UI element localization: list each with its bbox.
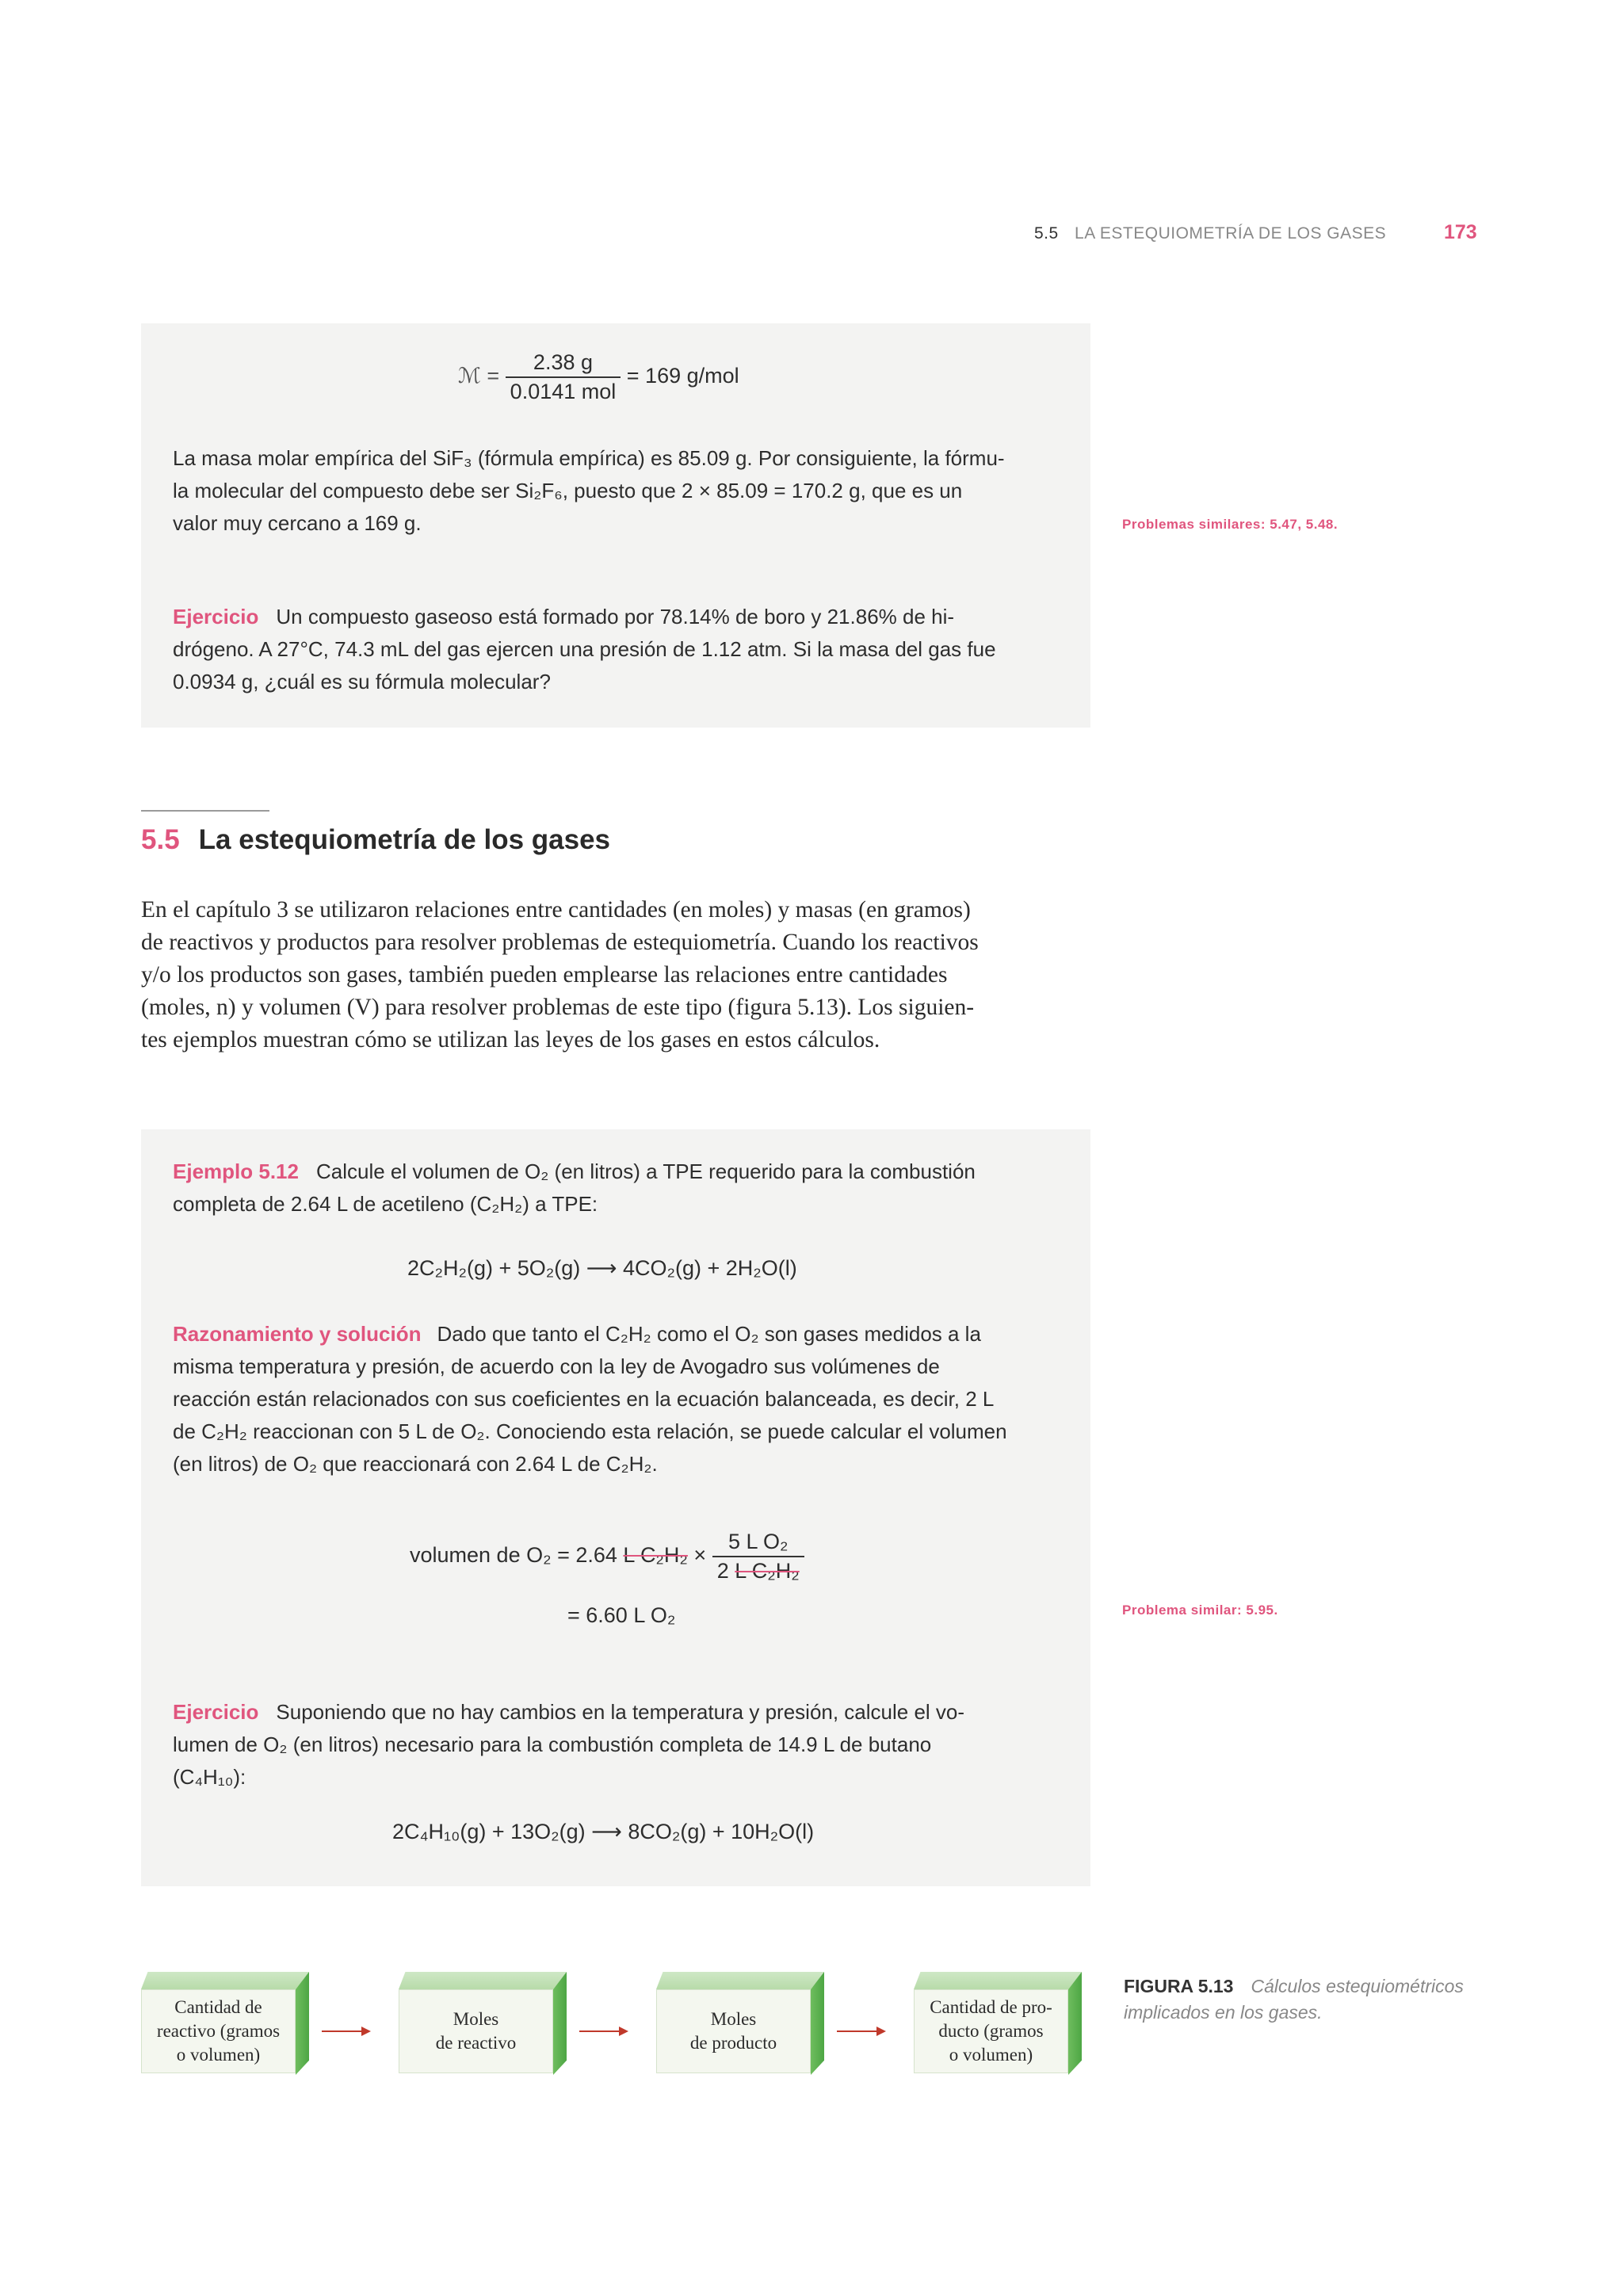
- arrow-right-icon: [837, 2030, 884, 2032]
- empirical-mass-line: la molecular del compuesto debe ser Si₂F₆, puesto que 2 × 85.09 = 170.2 g, que es un: [173, 479, 963, 502]
- box-reactant-quantity: [141, 1972, 309, 2073]
- empirical-mass-line: valor muy cercano a 169 g.: [173, 511, 422, 535]
- intro-line: de reactivos y productos para resolver problemas de estequiometría. Cuando los reactivos: [141, 930, 979, 955]
- figure-caption: [1124, 1973, 1465, 2026]
- box-product-quantity: [914, 1972, 1082, 2073]
- box-label-line: reactivo (gramos: [156, 2021, 281, 2041]
- box-label: [399, 1989, 553, 2073]
- top-exercise-label: Ejercicio: [173, 605, 259, 628]
- box-side-face: [1068, 1972, 1082, 2075]
- empirical-mass-paragraph: [173, 442, 1056, 540]
- intro-line: (moles, n) y volumen (V) para resolver problemas de este tipo (figura 5.13). Los siguien-: [141, 995, 975, 1020]
- box-label-line: ducto (gramos: [938, 2021, 1044, 2041]
- box-top-face: [914, 1972, 1082, 1989]
- reasoning-line: reacción están relacionados con sus coeficientes en la ecuación balanceada, es decir, 2 L: [173, 1387, 995, 1411]
- running-header: [1034, 224, 1486, 243]
- intro-line: y/o los productos son gases, también pueden emplearse las relaciones entre cantidades: [141, 962, 948, 988]
- reasoning-text: Dado que tanto el C₂H₂ como el O₂ son gases medidos a la: [437, 1322, 981, 1346]
- box-label: [656, 1989, 811, 2073]
- molar-mass-equation: [458, 350, 739, 404]
- similar-problems-note: Problemas similares: 5.47, 5.48.: [1122, 517, 1338, 532]
- section-title: La estequiometría de los gases: [198, 824, 611, 855]
- box-label-line: Moles: [710, 2009, 757, 2029]
- exercise-line: (C₄H₁₀):: [173, 1765, 246, 1789]
- top-exercise-line: drógeno. A 27°C, 74.3 mL del gas ejercen una presión de 1.12 atm. Si la masa del gas fue: [173, 637, 996, 661]
- page-number: 173: [1444, 221, 1477, 243]
- box-reactant-moles: [399, 1972, 567, 2073]
- calc-denominator-units: L C₂H₂: [735, 1559, 800, 1583]
- section-intro: [141, 894, 1090, 1056]
- stoichiometry-flow-diagram: [141, 1972, 1108, 2083]
- volume-calculation: [410, 1530, 804, 1584]
- molar-mass-lhs: ℳ =: [458, 364, 500, 388]
- box-top-face: [399, 1972, 567, 1989]
- molar-mass-numerator: 2.38 g: [506, 350, 621, 378]
- exercise-label: Ejercicio: [173, 1700, 259, 1724]
- box-top-face: [141, 1972, 309, 1989]
- box-label: [914, 1989, 1068, 2073]
- molar-mass-fraction: [506, 350, 621, 404]
- box-label-line: Cantidad de: [174, 1997, 262, 2017]
- reasoning-line: [173, 1318, 1056, 1350]
- calc-result: = 6.60 L O₂: [567, 1603, 676, 1627]
- exercise-line: lumen de O₂ (en litros) necesario para la combustión completa de 14.9 L de butano: [173, 1733, 932, 1756]
- calc-cancelled-units: L C₂H₂: [623, 1543, 688, 1568]
- box-product-moles: [656, 1972, 824, 2073]
- box-side-face: [811, 1972, 824, 2075]
- example-statement-line: completa de 2.64 L de acetileno (C₂H₂) a TPE:: [173, 1192, 598, 1216]
- box-label-line: de reactivo: [435, 2033, 517, 2053]
- similar-problem-note: Problema similar: 5.95.: [1122, 1603, 1278, 1618]
- section-number: 5.5: [141, 824, 180, 855]
- arrow-right-icon: [579, 2030, 627, 2032]
- top-exercise: [173, 601, 1056, 698]
- header-section-number: 5.5: [1034, 224, 1059, 243]
- calc-denominator-number: 2: [716, 1559, 729, 1583]
- example-statement-text: Calcule el volumen de O₂ (en litros) a TPE requerido para la combustión: [315, 1159, 976, 1183]
- reasoning-label: Razonamiento y solución: [173, 1322, 422, 1346]
- section-rule: [141, 810, 269, 812]
- example-statement-line: [173, 1156, 1056, 1188]
- calc-lhs: volumen de O₂ = 2.64: [410, 1543, 617, 1568]
- box-side-face: [296, 1972, 309, 2075]
- box-label-line: Cantidad de pro-: [930, 1997, 1052, 2017]
- section-heading: [141, 824, 610, 856]
- butane-reaction: 2C₄H₁₀(g) + 13O₂(g) ⟶ 8CO₂(g) + 10H₂O(l): [392, 1820, 815, 1843]
- top-exercise-line: 0.0934 g, ¿cuál es su fórmula molecular?: [173, 670, 551, 693]
- top-exercise-text: Un compuesto gaseoso está formado por 78.14% de boro y 21.86% de hi-: [276, 605, 955, 628]
- empirical-mass-line: La masa molar empírica del SiF₃ (fórmula empírica) es 85.09 g. Por consiguiente, la fórmu-: [173, 446, 1005, 470]
- reasoning-line: misma temperatura y presión, de acuerdo con la ley de Avogadro sus volúmenes de: [173, 1354, 940, 1378]
- box-top-face: [656, 1972, 824, 1989]
- box-label-line: o volumen): [949, 2045, 1033, 2065]
- box-label-line: Moles: [453, 2009, 499, 2029]
- reasoning-line: (en litros) de O₂ que reaccionará con 2.64 L de C₂H₂.: [173, 1452, 658, 1476]
- box-label-line: o volumen): [176, 2045, 261, 2065]
- exercise-line: [173, 1696, 1056, 1729]
- box-side-face: [553, 1972, 567, 2075]
- example-statement: [173, 1156, 1056, 1221]
- acetylene-reaction: 2C₂H₂(g) + 5O₂(g) ⟶ 4CO₂(g) + 2H₂O(l): [407, 1256, 797, 1280]
- intro-line: tes ejemplos muestran cómo se utilizan las leyes de los gases en estos cálculos.: [141, 1027, 880, 1052]
- reasoning-paragraph: [173, 1318, 1056, 1480]
- reasoning-line: de C₂H₂ reaccionan con 5 L de O₂. Conociendo esta relación, se puede calcular el volumen: [173, 1419, 1007, 1443]
- top-exercise-line: [173, 601, 1056, 633]
- calc-numerator: 5 L O₂: [712, 1530, 804, 1557]
- intro-line: En el capítulo 3 se utilizaron relaciones entre cantidades (en moles) y masas (en gramos): [141, 897, 971, 923]
- calc-fraction: [712, 1530, 804, 1584]
- molar-mass-denominator: 0.0141 mol: [510, 380, 617, 403]
- molar-mass-result: = 169 g/mol: [626, 364, 739, 388]
- header-section-title: LA ESTEQUIOMETRÍA DE LOS GASES: [1075, 224, 1387, 243]
- figure-label: FIGURA 5.13: [1124, 1976, 1234, 1996]
- calc-times: ×: [693, 1543, 707, 1568]
- calc-denominator: [712, 1557, 804, 1584]
- exercise-text: Suponiendo que no hay cambios en la temperatura y presión, calcule el vo-: [276, 1700, 965, 1724]
- example-label: Ejemplo 5.12: [173, 1159, 299, 1183]
- example-exercise: [173, 1696, 1056, 1794]
- box-label-line: de producto: [689, 2033, 777, 2053]
- box-label: [141, 1989, 296, 2073]
- figure-caption-text: Cálculos estequiométricos implicados en los gases.: [1124, 1976, 1464, 2023]
- arrow-right-icon: [322, 2030, 369, 2032]
